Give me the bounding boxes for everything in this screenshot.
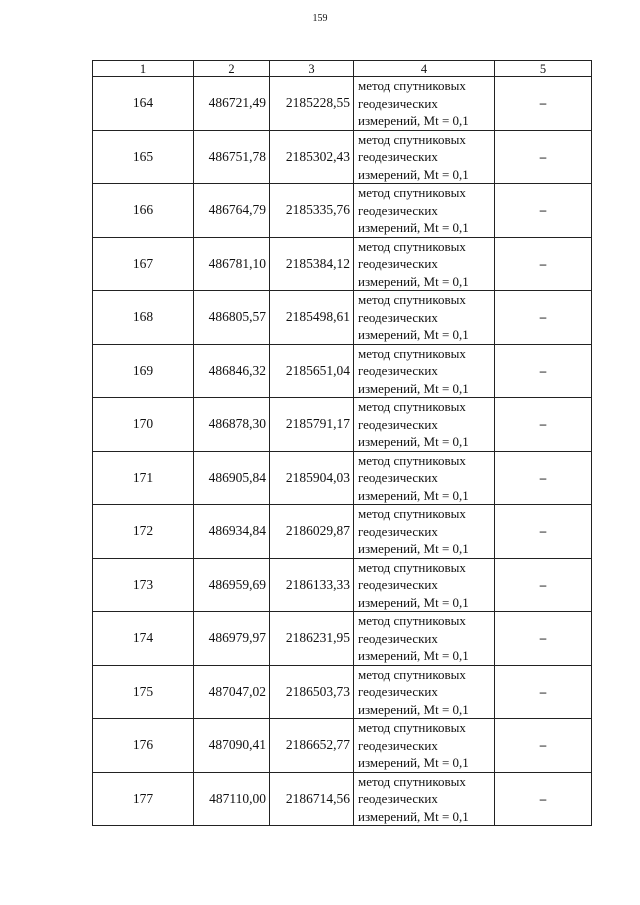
note-cell: – (495, 184, 592, 238)
y-coordinate-cell: 2186029,87 (270, 505, 354, 559)
method-line: геодезических (358, 630, 438, 646)
x-coordinate-cell: 486905,84 (194, 451, 270, 505)
method-line: геодезических (358, 416, 438, 432)
method-line: метод спутниковых (358, 185, 466, 200)
method-line: метод спутниковых (358, 345, 466, 361)
method-line: измерений, Mt = 0,1 (358, 701, 469, 717)
note-cell: – (495, 344, 592, 398)
method-line: геодезических (358, 202, 438, 218)
point-number-cell: 166 (93, 184, 194, 238)
method-line: измерений, Mt = 0,1 (358, 166, 469, 182)
method-line: геодезических (358, 791, 438, 806)
method-line: измерений, Mt = 0,1 (358, 327, 469, 342)
point-number-cell: 168 (93, 291, 194, 345)
method-cell (354, 130, 495, 184)
method-line: измерений, Mt = 0,1 (358, 648, 469, 663)
y-coordinate-cell: 2185651,04 (270, 344, 354, 398)
column-header-5: 5 (495, 61, 592, 77)
method-line: измерений, Mt = 0,1 (358, 113, 469, 128)
method-cell (354, 772, 495, 826)
point-number-cell: 170 (93, 398, 194, 452)
table-row (93, 612, 592, 666)
method-line: измерений, Mt = 0,1 (358, 273, 469, 289)
x-coordinate-cell: 486805,57 (194, 291, 270, 345)
method-line: измерений, Mt = 0,1 (358, 594, 469, 610)
method-line: метод спутниковых (358, 666, 466, 682)
note-cell: – (495, 130, 592, 184)
table-row (93, 130, 592, 184)
point-number-cell: 176 (93, 719, 194, 773)
method-line: геодезических (358, 363, 438, 378)
method-cell (354, 719, 495, 773)
method-line: измерений, Mt = 0,1 (358, 487, 469, 503)
table-header-row (93, 61, 592, 77)
point-number-cell: 165 (93, 130, 194, 184)
method-line: метод спутниковых (358, 292, 466, 307)
note-cell: – (495, 665, 592, 719)
method-cell (354, 237, 495, 291)
x-coordinate-cell: 486751,78 (194, 130, 270, 184)
y-coordinate-cell: 2185302,43 (270, 130, 354, 184)
y-coordinate-cell: 2185335,76 (270, 184, 354, 238)
table-row (93, 398, 592, 452)
note-cell: – (495, 719, 592, 773)
method-line: геодезических (358, 523, 438, 539)
table-row (93, 237, 592, 291)
method-line: метод спутниковых (358, 399, 466, 414)
method-cell (354, 184, 495, 238)
table-body (93, 77, 592, 826)
x-coordinate-cell: 487090,41 (194, 719, 270, 773)
method-line: метод спутниковых (358, 773, 466, 789)
note-cell: – (495, 772, 592, 826)
method-line: метод спутниковых (358, 238, 466, 254)
method-cell (354, 77, 495, 131)
note-cell: – (495, 291, 592, 345)
y-coordinate-cell: 2185791,17 (270, 398, 354, 452)
method-line: измерений, Mt = 0,1 (358, 755, 469, 770)
x-coordinate-cell: 486934,84 (194, 505, 270, 559)
table-row (93, 558, 592, 612)
method-cell (354, 291, 495, 345)
table-row (93, 184, 592, 238)
method-line: геодезических (358, 577, 438, 592)
table-row (93, 344, 592, 398)
method-cell (354, 451, 495, 505)
x-coordinate-cell: 486846,32 (194, 344, 270, 398)
x-coordinate-cell: 486721,49 (194, 77, 270, 131)
x-coordinate-cell: 486878,30 (194, 398, 270, 452)
column-header-4: 4 (354, 61, 495, 77)
y-coordinate-cell: 2186652,77 (270, 719, 354, 773)
point-number-cell: 169 (93, 344, 194, 398)
method-cell (354, 398, 495, 452)
method-line: геодезических (358, 737, 438, 753)
x-coordinate-cell: 486764,79 (194, 184, 270, 238)
method-line: геодезических (358, 684, 438, 699)
table-row (93, 291, 592, 345)
x-coordinate-cell: 486979,97 (194, 612, 270, 666)
point-number-cell: 171 (93, 451, 194, 505)
method-line: геодезических (358, 470, 438, 485)
method-line: геодезических (358, 95, 438, 111)
method-line: измерений, Mt = 0,1 (358, 434, 469, 449)
method-line: геодезических (358, 256, 438, 271)
column-header-3: 3 (270, 61, 354, 77)
table-row (93, 772, 592, 826)
x-coordinate-cell: 486959,69 (194, 558, 270, 612)
y-coordinate-cell: 2186133,33 (270, 558, 354, 612)
y-coordinate-cell: 2185904,03 (270, 451, 354, 505)
y-coordinate-cell: 2185498,61 (270, 291, 354, 345)
y-coordinate-cell: 2185228,55 (270, 77, 354, 131)
point-number-cell: 177 (93, 772, 194, 826)
method-line: метод спутниковых (358, 720, 466, 735)
point-number-cell: 172 (93, 505, 194, 559)
y-coordinate-cell: 2185384,12 (270, 237, 354, 291)
page-number: 159 (312, 13, 328, 24)
note-cell: – (495, 398, 592, 452)
coordinates-table (92, 60, 592, 826)
note-cell: – (495, 558, 592, 612)
x-coordinate-cell: 487047,02 (194, 665, 270, 719)
table-row (93, 451, 592, 505)
method-line: измерений, Mt = 0,1 (358, 220, 469, 235)
method-line: измерений, Mt = 0,1 (358, 380, 469, 396)
note-cell: – (495, 237, 592, 291)
point-number-cell: 174 (93, 612, 194, 666)
note-cell: – (495, 505, 592, 559)
column-header-2: 2 (194, 61, 270, 77)
table-row (93, 719, 592, 773)
note-cell: – (495, 451, 592, 505)
y-coordinate-cell: 2186714,56 (270, 772, 354, 826)
method-line: метод спутниковых (358, 452, 466, 468)
point-number-cell: 164 (93, 77, 194, 131)
table-row (93, 505, 592, 559)
note-cell: – (495, 612, 592, 666)
method-line: метод спутниковых (358, 559, 466, 575)
method-line: геодезических (358, 149, 438, 164)
x-coordinate-cell: 487110,00 (194, 772, 270, 826)
method-line: метод спутниковых (358, 131, 466, 147)
point-number-cell: 173 (93, 558, 194, 612)
x-coordinate-cell: 486781,10 (194, 237, 270, 291)
point-number-cell: 175 (93, 665, 194, 719)
method-line: метод спутниковых (358, 613, 466, 628)
method-line: метод спутниковых (358, 506, 466, 521)
method-line: измерений, Mt = 0,1 (358, 541, 469, 556)
method-cell (354, 612, 495, 666)
method-line: измерений, Mt = 0,1 (358, 808, 469, 824)
table-row (93, 77, 592, 131)
column-header-1: 1 (93, 61, 194, 77)
y-coordinate-cell: 2186503,73 (270, 665, 354, 719)
method-cell (354, 558, 495, 612)
method-line: метод спутниковых (358, 78, 466, 93)
method-line: геодезических (358, 309, 438, 325)
method-cell (354, 665, 495, 719)
table-row (93, 665, 592, 719)
note-cell: – (495, 77, 592, 131)
point-number-cell: 167 (93, 237, 194, 291)
method-cell (354, 344, 495, 398)
y-coordinate-cell: 2186231,95 (270, 612, 354, 666)
method-cell (354, 505, 495, 559)
